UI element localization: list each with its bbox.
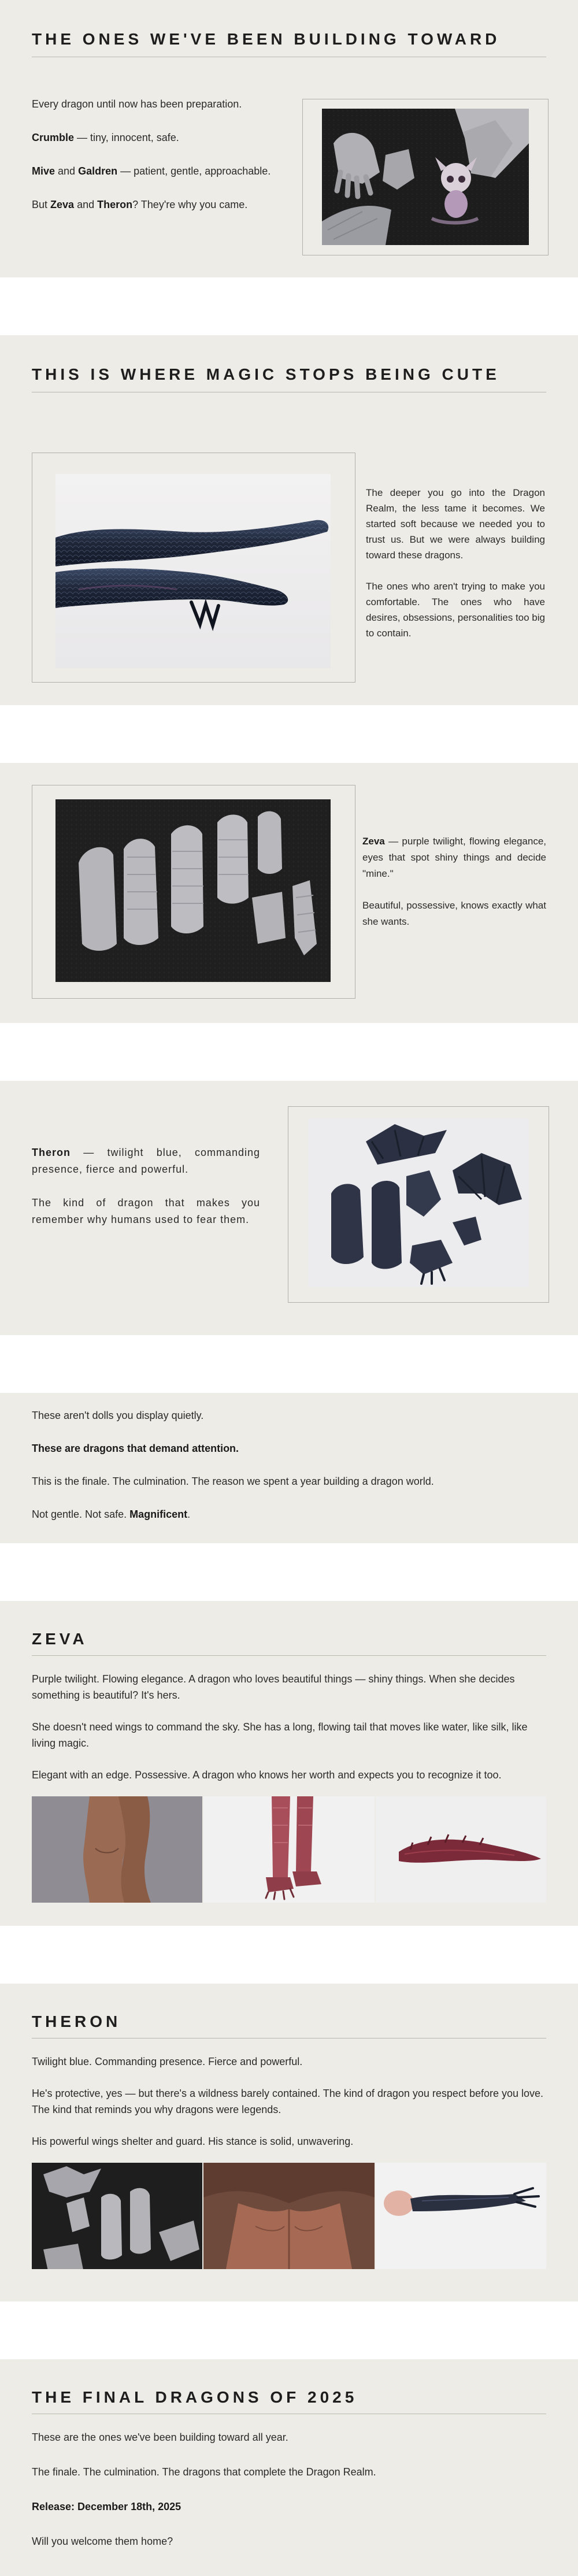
final-text [32,2429,546,2549]
attention-section [0,1393,578,1543]
theron-name: Theron [97,199,133,210]
theron-paragraph-1: Twilight blue. Commanding presence. Fierce and powerful. [32,2056,303,2067]
spacer [0,277,578,335]
zeva-gallery [32,1796,546,1903]
theron-paragraph-3: His powerful wings shelter and guard. His stance is solid, unwavering. [32,2136,354,2147]
attention-line-4: Not gentle. Not safe. Magnificent. [32,1508,191,1520]
magic-heading: THIS IS WHERE MAGIC STOPS BEING CUTE [32,365,546,392]
intro-text [32,96,303,230]
spacer [0,2301,578,2359]
theron-description [32,2054,546,2149]
zeva-teaser-paragraph-2: Beautiful, possessive, knows exactly what she wants. [362,900,546,927]
attention-line-2: These are dragons that demand attention. [32,1443,239,1454]
theron-gallery-image-3[interactable] [376,2163,546,2269]
intro-line-mive-galdren: Mive and Galdren — patient, gentle, approachable. [32,165,271,177]
theron-gallery-image-1[interactable] [32,2163,202,2269]
spacer [0,1543,578,1601]
crumble-name: Crumble [32,132,75,143]
magic-photo-frame [32,453,355,683]
theron-teaser-paragraph-1: Theron — twilight blue, commanding presence, fierce and powerful. [32,1147,260,1175]
magic-paragraph-2: The ones who aren't trying to make you comfortable. The ones who have desires, obsessions, personalities too big to contain. [366,581,545,639]
final-paragraph-2: The finale. The culmination. The dragons that complete the Dragon Realm. [32,2466,376,2478]
magic-section [0,335,578,705]
release-date: Release: December 18th, 2025 [32,2501,181,2512]
theron-teaser-photo-frame [288,1106,549,1303]
spacer [0,1023,578,1081]
zeva-teaser-photo-frame [32,785,355,999]
spacer [0,1335,578,1393]
magic-photo [55,474,331,668]
final-question: Will you welcome them home? [32,2536,173,2547]
theron-teaser-section [0,1081,578,1335]
mive-name: Mive [32,165,55,177]
theron-heading: THERON [32,2012,546,2038]
zeva-section [0,1601,578,1926]
zeva-heading: ZEVA [32,1630,546,1656]
attention-line-1: These aren't dolls you display quietly. [32,1410,204,1421]
zeva-paragraph-3: Elegant with an edge. Possessive. A dragon who knows her worth and expects you to recognize it too. [32,1769,502,1781]
zeva-teaser-photo [55,799,331,982]
theron-teaser-paragraph-2: The kind of dragon that makes you remember why humans used to fear them. [32,1197,260,1225]
intro-section [0,0,578,277]
theron-gallery [32,2163,546,2269]
spacer [0,705,578,763]
final-paragraph-1: These are the ones we've been building toward all year. [32,2432,288,2443]
theron-gallery-image-2[interactable] [203,2163,374,2269]
theron-section [0,1984,578,2301]
intro-photo-frame [302,99,549,255]
zeva-gallery-image-3[interactable] [376,1796,546,1903]
zeva-description [32,1671,546,1783]
zeva-gallery-image-2[interactable] [203,1796,374,1903]
zeva-teaser-section [0,763,578,1023]
intro-photo [322,109,529,245]
zeva-teaser-paragraph-1: Zeva — purple twilight, flowing elegance, eyes that spot shiny things and decide "mine." [362,836,546,879]
zeva-name: Zeva [50,199,75,210]
zeva-paragraph-1: Purple twilight. Flowing elegance. A dragon who loves beautiful things — shiny things. When she decides something is beautiful? It's hers. [32,1673,515,1701]
theron-paragraph-2: He's protective, yes — but there's a wildness barely contained. The kind of dragon you respect before you love. The kind that reminds you why dragons were legends. [32,2088,544,2115]
final-heading: THE FINAL DRAGONS OF 2025 [32,2388,546,2414]
intro-line-crumble: Crumble — tiny, innocent, safe. [32,132,179,143]
attention-line-3: This is the finale. The culmination. The reason we spent a year building a dragon world. [32,1476,434,1487]
final-section [0,2359,578,2576]
intro-heading: THE ONES WE'VE BEEN BUILDING TOWARD [32,30,546,57]
zeva-teaser-name: Zeva [362,836,385,847]
zeva-paragraph-2: She doesn't need wings to command the sky. She has a long, flowing tail that moves like water, like silk, like living magic. [32,1721,528,1749]
intro-line-zeva-theron: But Zeva and Theron? They're why you came. [32,199,248,210]
intro-line-1: Every dragon until now has been preparation. [32,98,242,110]
spacer [0,1926,578,1984]
magic-text [366,485,545,657]
theron-teaser-name: Theron [32,1147,71,1158]
magic-paragraph-1: The deeper you go into the Dragon Realm, the less tame it becomes. We started soft because we needed you to trust us. But we were always building toward these dragons. [366,487,545,561]
theron-teaser-photo [308,1118,529,1287]
galdren-name: Galdren [78,165,118,177]
zeva-teaser-text [362,833,546,946]
theron-teaser-text [32,1144,260,1245]
zeva-gallery-image-1[interactable] [32,1796,202,1903]
